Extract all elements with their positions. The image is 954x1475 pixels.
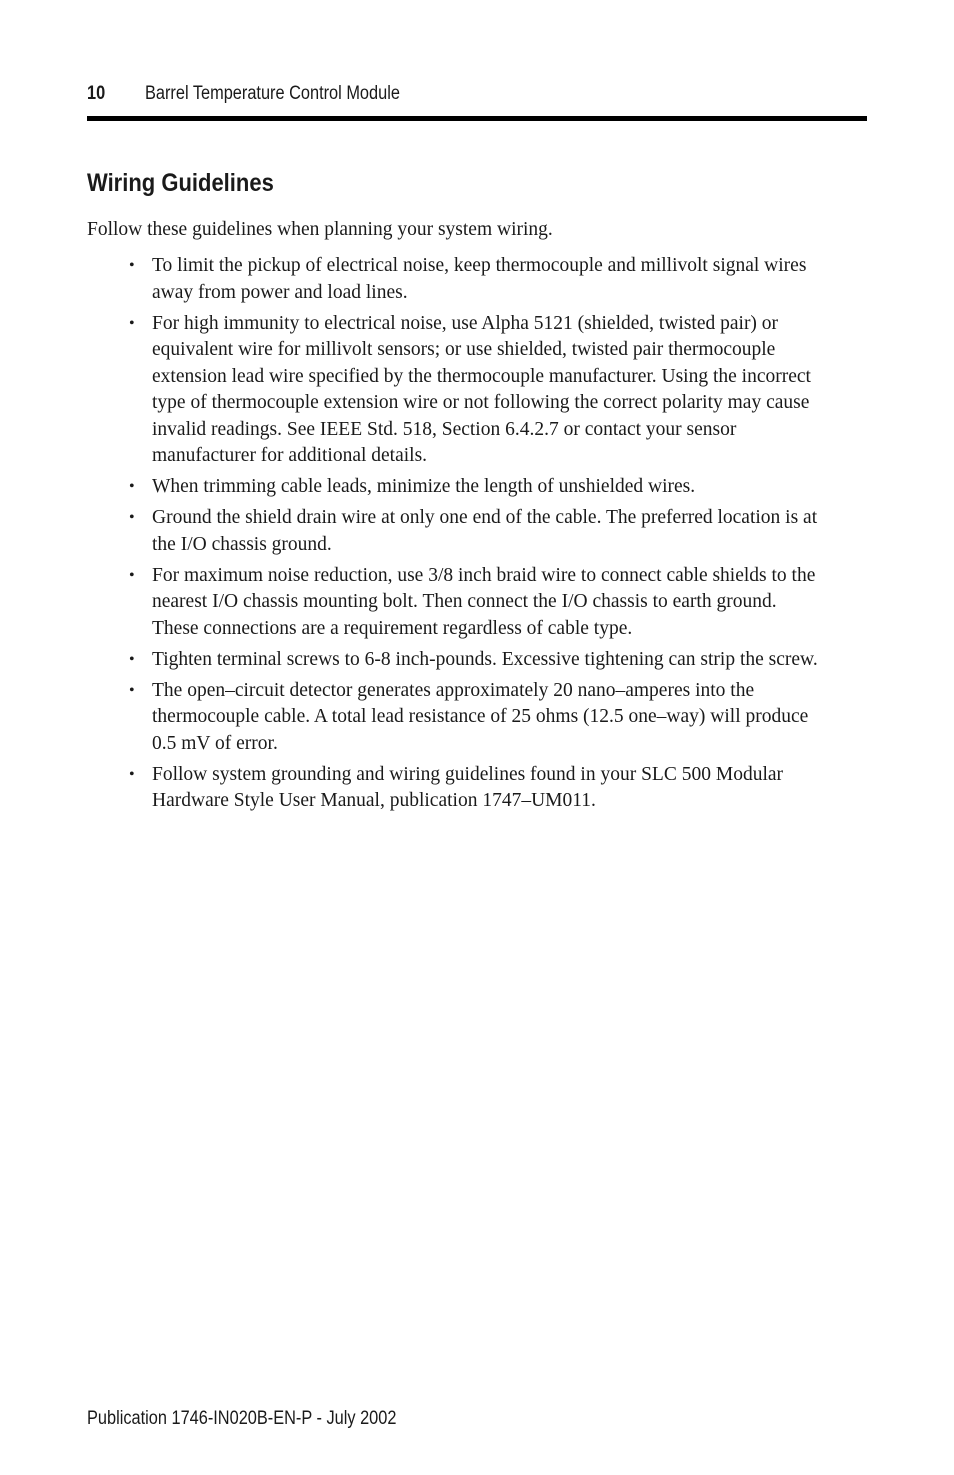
bullet-icon: • <box>129 765 135 783</box>
guideline-text-line: To limit the pickup of electrical noise, keep thermocouple and millivolt signal wires <box>152 255 807 276</box>
guideline-text-line: Hardware Style User Manual, publication 1747–UM011. <box>152 790 596 811</box>
guideline-text-line: The open–circuit detector generates approximately 20 nano–amperes into the <box>152 679 755 701</box>
guideline-text-line: Tighten terminal screws to 6-8 inch-pounds. Excessive tightening can strip the screw. <box>152 648 818 670</box>
bullet-icon: • <box>129 478 135 495</box>
guideline-text-line: extension lead wire specified by the thermocouple manufacturer. Using the incorrect <box>152 365 811 387</box>
page-number: 10 <box>87 83 106 104</box>
guideline-text-line: thermocouple cable. A total lead resistance of 25 ohms (12.5 one–way) will produce <box>152 706 809 727</box>
intro-paragraph: Follow these guidelines when planning your system wiring. <box>87 219 553 240</box>
guideline-text-line: equivalent wire for millivolt sensors; or use shielded, twisted pair thermocouple <box>152 339 776 360</box>
guideline-text-line: nearest I/O chassis mounting bolt. Then connect the I/O chassis to earth ground. <box>152 591 777 612</box>
guideline-item <box>128 311 868 470</box>
guideline-text-line: away from power and load lines. <box>152 281 408 303</box>
bullet-icon: • <box>129 566 135 584</box>
bullet-icon: • <box>129 509 135 526</box>
document-title: Barrel Temperature Control Module <box>145 83 400 104</box>
guideline-text-line: the I/O chassis ground. <box>152 533 332 555</box>
bullet-icon: • <box>129 314 135 332</box>
guideline-item <box>128 647 868 674</box>
guidelines-list <box>128 253 868 819</box>
guideline-text-line: manufacturer for additional details. <box>152 445 428 466</box>
guideline-text-line: 0.5 mV of error. <box>152 732 278 754</box>
guideline-text-line: Follow system grounding and wiring guidelines found in your SLC 500 Modular <box>152 763 784 785</box>
bullet-icon: • <box>129 257 135 274</box>
guideline-item <box>128 762 868 815</box>
section-heading: Wiring Guidelines <box>87 169 274 197</box>
guideline-text-line: These connections are a requirement regardless of cable type. <box>152 617 633 639</box>
guideline-text-line: When trimming cable leads, minimize the length of unshielded wires. <box>152 476 696 497</box>
guideline-text-line: Ground the shield drain wire at only one end of the cable. The preferred location is at <box>152 507 818 528</box>
publication-footer: Publication 1746-IN020B-EN-P - July 2002 <box>87 1408 397 1429</box>
guideline-item <box>128 474 868 501</box>
guideline-text-line: For high immunity to electrical noise, use Alpha 5121 (shielded, twisted pair) or <box>152 312 779 334</box>
guideline-item <box>128 678 868 758</box>
guideline-item <box>128 505 868 558</box>
guideline-text-line: type of thermocouple extension wire or not following the correct polarity may cause <box>152 392 810 413</box>
guideline-text-line: For maximum noise reduction, use 3/8 inch braid wire to connect cable shields to the <box>152 564 816 586</box>
bullet-icon: • <box>129 650 135 668</box>
bullet-icon: • <box>129 681 135 699</box>
header-divider <box>87 116 867 121</box>
guideline-item <box>128 563 868 643</box>
guideline-item <box>128 253 868 306</box>
page-header <box>87 82 867 106</box>
guideline-text-line: invalid readings. See IEEE Std. 518, Section 6.4.2.7 or contact your sensor <box>152 418 737 440</box>
